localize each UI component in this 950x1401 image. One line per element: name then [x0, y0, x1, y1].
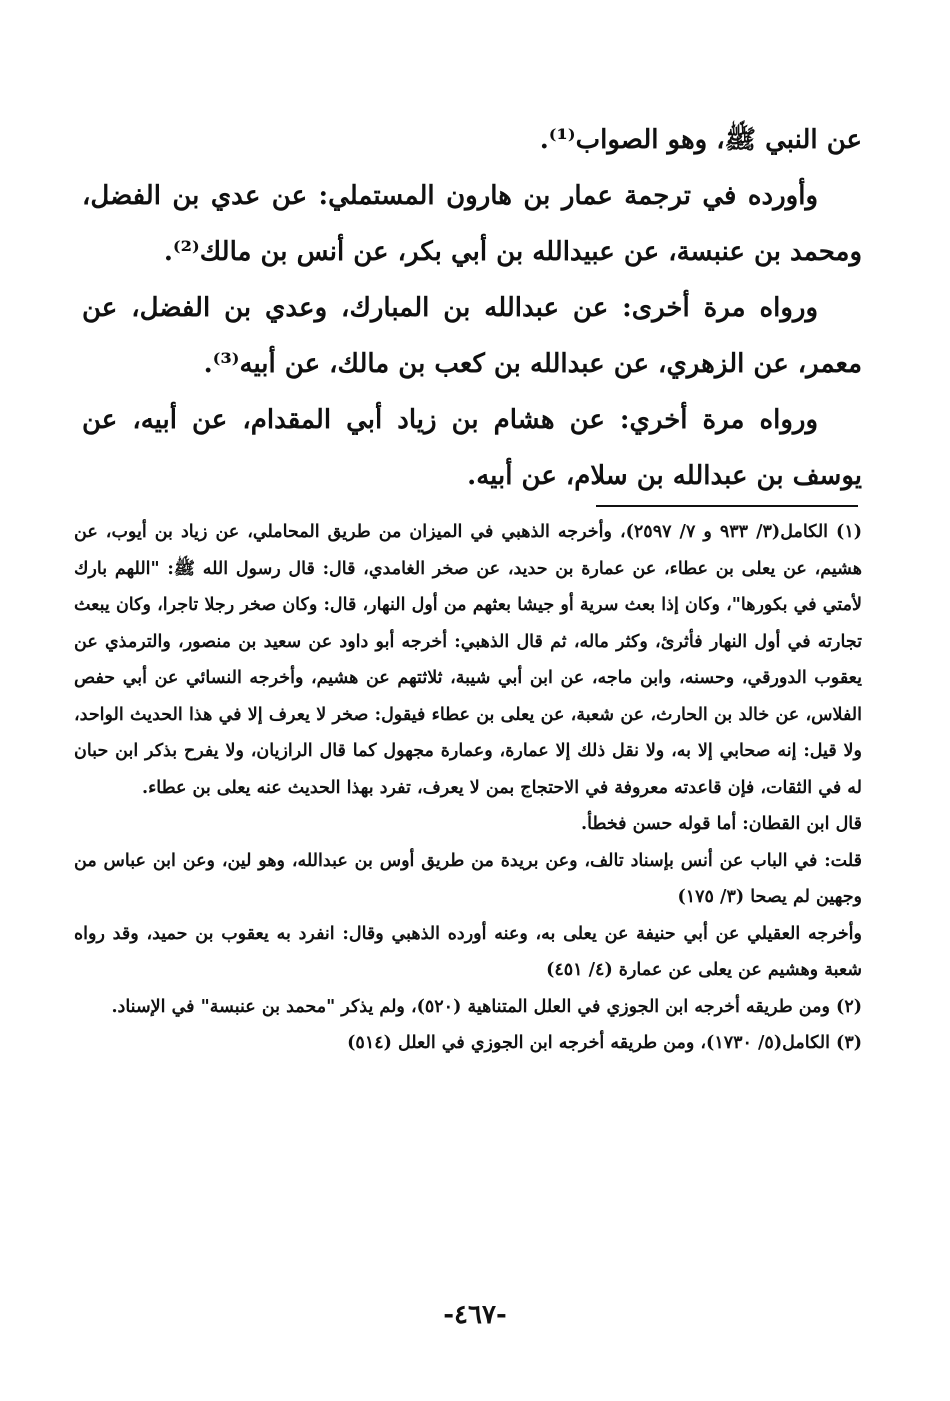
footnote: (٢) ومن طريقه أخرجه ابن الجوزي في العلل المتناهية (٥٢٠)، ولم يذكر "محمد بن عنبسة" في الإسناد.	[111, 996, 862, 1017]
main-paragraph: عن النبي ﷺ، وهو الصواب⁽¹⁾.	[539, 125, 862, 155]
main-text-block	[82, 112, 862, 504]
footnotes-block	[74, 514, 862, 1062]
page-number: -٤٦٧-	[443, 1300, 507, 1330]
footnote-divider	[596, 505, 858, 507]
main-paragraph: ورواه مرة أخري: عن هشام بن زياد أبي المقدام، عن أبيه، عن يوسف بن عبدالله بن سلام، عن أبيه.	[82, 405, 862, 491]
main-paragraph: وأورده في ترجمة عمار بن هارون المستملي: عن عدي بن الفضل، ومحمد بن عنبسة، عن عبيدالله بن أبي بكر، عن أنس بن مالك⁽²⁾.	[82, 181, 862, 267]
footnote: قلت: في الباب عن أنس بإسناد تالف، وعن بريدة من طريق أوس بن عبدالله، وهو لين، وعن ابن عباس من وجهين لم يصحا (٣/ ١٧٥)	[74, 850, 862, 907]
footnote: وأخرجه العقيلي عن أبي حنيفة عن يعلى به، وعنه أورده الذهبي وقال: انفرد به يعقوب بن حميد، وقد رواه شعبة وهشيم عن يعلى عن عمارة (٤/ ٤٥١)	[74, 923, 862, 980]
footnote: (٣) الكامل(٥/ ١٧٣٠)، ومن طريقه أخرجه ابن الجوزي في العلل (٥١٤)	[347, 1033, 862, 1053]
main-paragraph: ورواه مرة أخرى: عن عبدالله بن المبارك، وعدي بن الفضل، عن معمر، عن الزهري، عن عبدالله بن كعب بن مالك، عن أبيه⁽³⁾.	[82, 293, 862, 379]
footnote: قال ابن القطان: أما قوله حسن فخطأ.	[581, 814, 862, 834]
footnote: (١) الكامل(٣/ ٩٣٣ و ٧/ ٢٥٩٧)، وأخرجه الذهبي في الميزان من طريق المحاملي، عن زياد بن أيوب، عن هشيم، عن يعلى بن عطاء، عن عمارة بن حديد، عن صخر الغامدي، قال: قال رسول الله ﷺ: "اللهم بارك لأمتي في بكورها"، وكان إذا بعث سرية أو جيشا بعثهم من أول النهار، قال: وكان صخر رجلا تاجرا، وكان يبعث تجارته في أول النهار فأثرئ، وكثر ماله، ثم قال الذهبي: أخرجه أبو داود عن سعيد بن منصور، والترمذي عن يعقوب الدورقي، وحسنه، وابن ماجه، عن ابن أبي شيبة، ثلاثتهم عن هشيم، وأخرجه النسائي عن أبي حفص الفلاس، عن خالد بن الحارث، عن شعبة، عن يعلى بن عطاء فيقول: صخر لا يعرف إلا في هذا الحديث الواحد، ولا قيل: إنه صحابي إلا به، ولا نقل ذلك إلا عمارة، وعمارة مجهول كما قال الرازيان، ولا يفرح بذكر ابن حبان له في الثقات، فإن قاعدته معروفة في الاحتجاج بمن لا يعرف، تفرد بهذا الحديث عنه يعلى بن عطاء.	[74, 522, 863, 798]
